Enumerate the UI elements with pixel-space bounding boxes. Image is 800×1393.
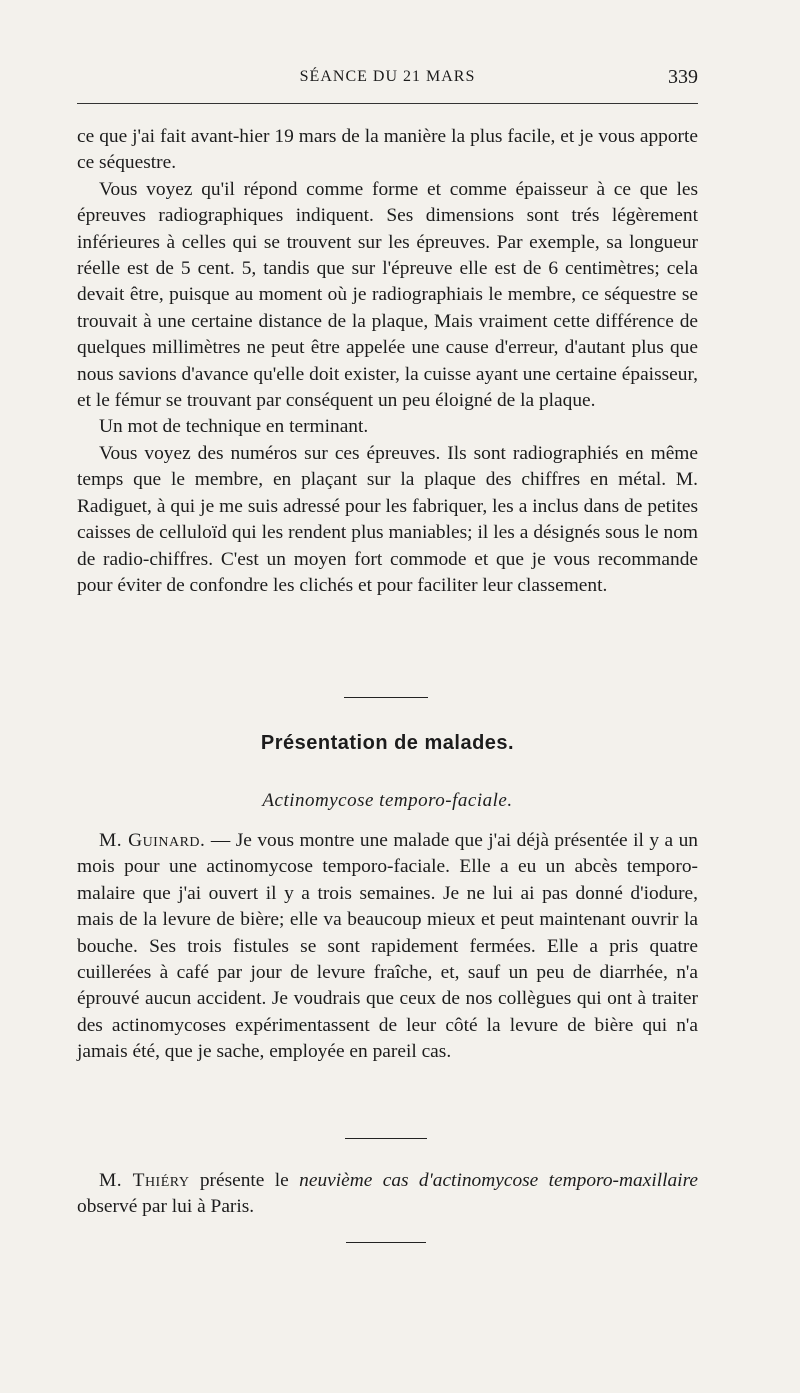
running-title: SÉANCE DU 21 MARS (299, 68, 476, 85)
section-2-body (77, 828, 698, 1066)
section-subtitle: Actinomycose temporo-faciale. (262, 790, 513, 811)
speaker-name: M. Guinard. (99, 830, 206, 851)
page-header (77, 66, 698, 96)
paragraph: Vous voyez des numéros sur ces épreuves. Ils sont radiographiés en même temps que le membre, en plaçant sur la plaque des chiffres en métal. M. Radiguet, à qui je me suis adressé pour les fabriquer, les a inclus dans de petites caisses de celluloïd qui les rendent plus maniables; il les a désignés sous le nom de radio-chiffres. C'est un moyen fort commode et que je vous recommande pour éviter de confondre les clichés et pour faciliter leur classement. (77, 442, 698, 596)
section-divider (346, 1242, 426, 1243)
paragraph-text: — Je vous montre une malade que j'ai déjà présentée il y a un mois pour une actinomycose temporo-faciale. Elle a eu un abcès temporo-malaire que j'ai ouvert il y a trois semaines. Je ne lui ai pas donné d'iodure, mais de la levure de bière; elle va beaucoup mieux et peut maintenant ouvrir la bouche. Ses trois fistules se sont rapidement fermées. Elle a pris quatre cuillerées à café par jour de levure fraîche, et, sauf un peu de diarrhée, n'a éprouvé aucun accident. Je voudrais que ceux de nos collègues qui ont à traiter des actinomycoses expérimentassent de leur côté la levure de bière qui n'a jamais été, que je sache, employée en pareil cas. (77, 830, 699, 1063)
paragraph-text: présente le (189, 1170, 300, 1191)
section-heading: Présentation de malades. (260, 732, 515, 754)
speaker-name: M. Thiéry (99, 1170, 190, 1191)
section-1-body (77, 124, 698, 599)
section-divider (345, 1138, 427, 1139)
paragraph: Un mot de technique en terminant. (99, 416, 369, 438)
header-rule (77, 103, 698, 104)
section-divider (344, 697, 428, 698)
paragraph (77, 828, 698, 1066)
page-number: 339 (668, 66, 698, 88)
paragraph: Vous voyez qu'il répond comme forme et comme épaisseur à ce que les épreuves radiographiques indiquent. Ses dimensions sont trés légèrement inférieures à celles qui se trouvent sur les épreuves. Par exemple, sa longueur réelle est de 5 cent. 5, tandis que sur l'épreuve elle est de 6 centimètres; cela devait être, puisque au moment où je radiographiais le membre, ce séquestre se trouvait à une certaine distance de la plaque, Mais vraiment cette différence de quelques millimètres ne peut être appelée une cause d'erreur, d'autant plus que nous savions d'avance qu'elle doit exister, la cuisse ayant une certaine épaisseur, et le fémur se trouvant par conséquent un peu éloigné de la plaque. (77, 178, 698, 412)
italic-text: neuvième cas d'actinomycose temporo-maxillaire (299, 1170, 699, 1191)
paragraph (77, 1168, 698, 1221)
paragraph-text: observé par lui à Paris. (77, 1196, 255, 1218)
paragraph: ce que j'ai fait avant-hier 19 mars de la manière la plus facile, et je vous apporte ce séquestre. (77, 126, 698, 174)
section-3-body (77, 1168, 698, 1221)
